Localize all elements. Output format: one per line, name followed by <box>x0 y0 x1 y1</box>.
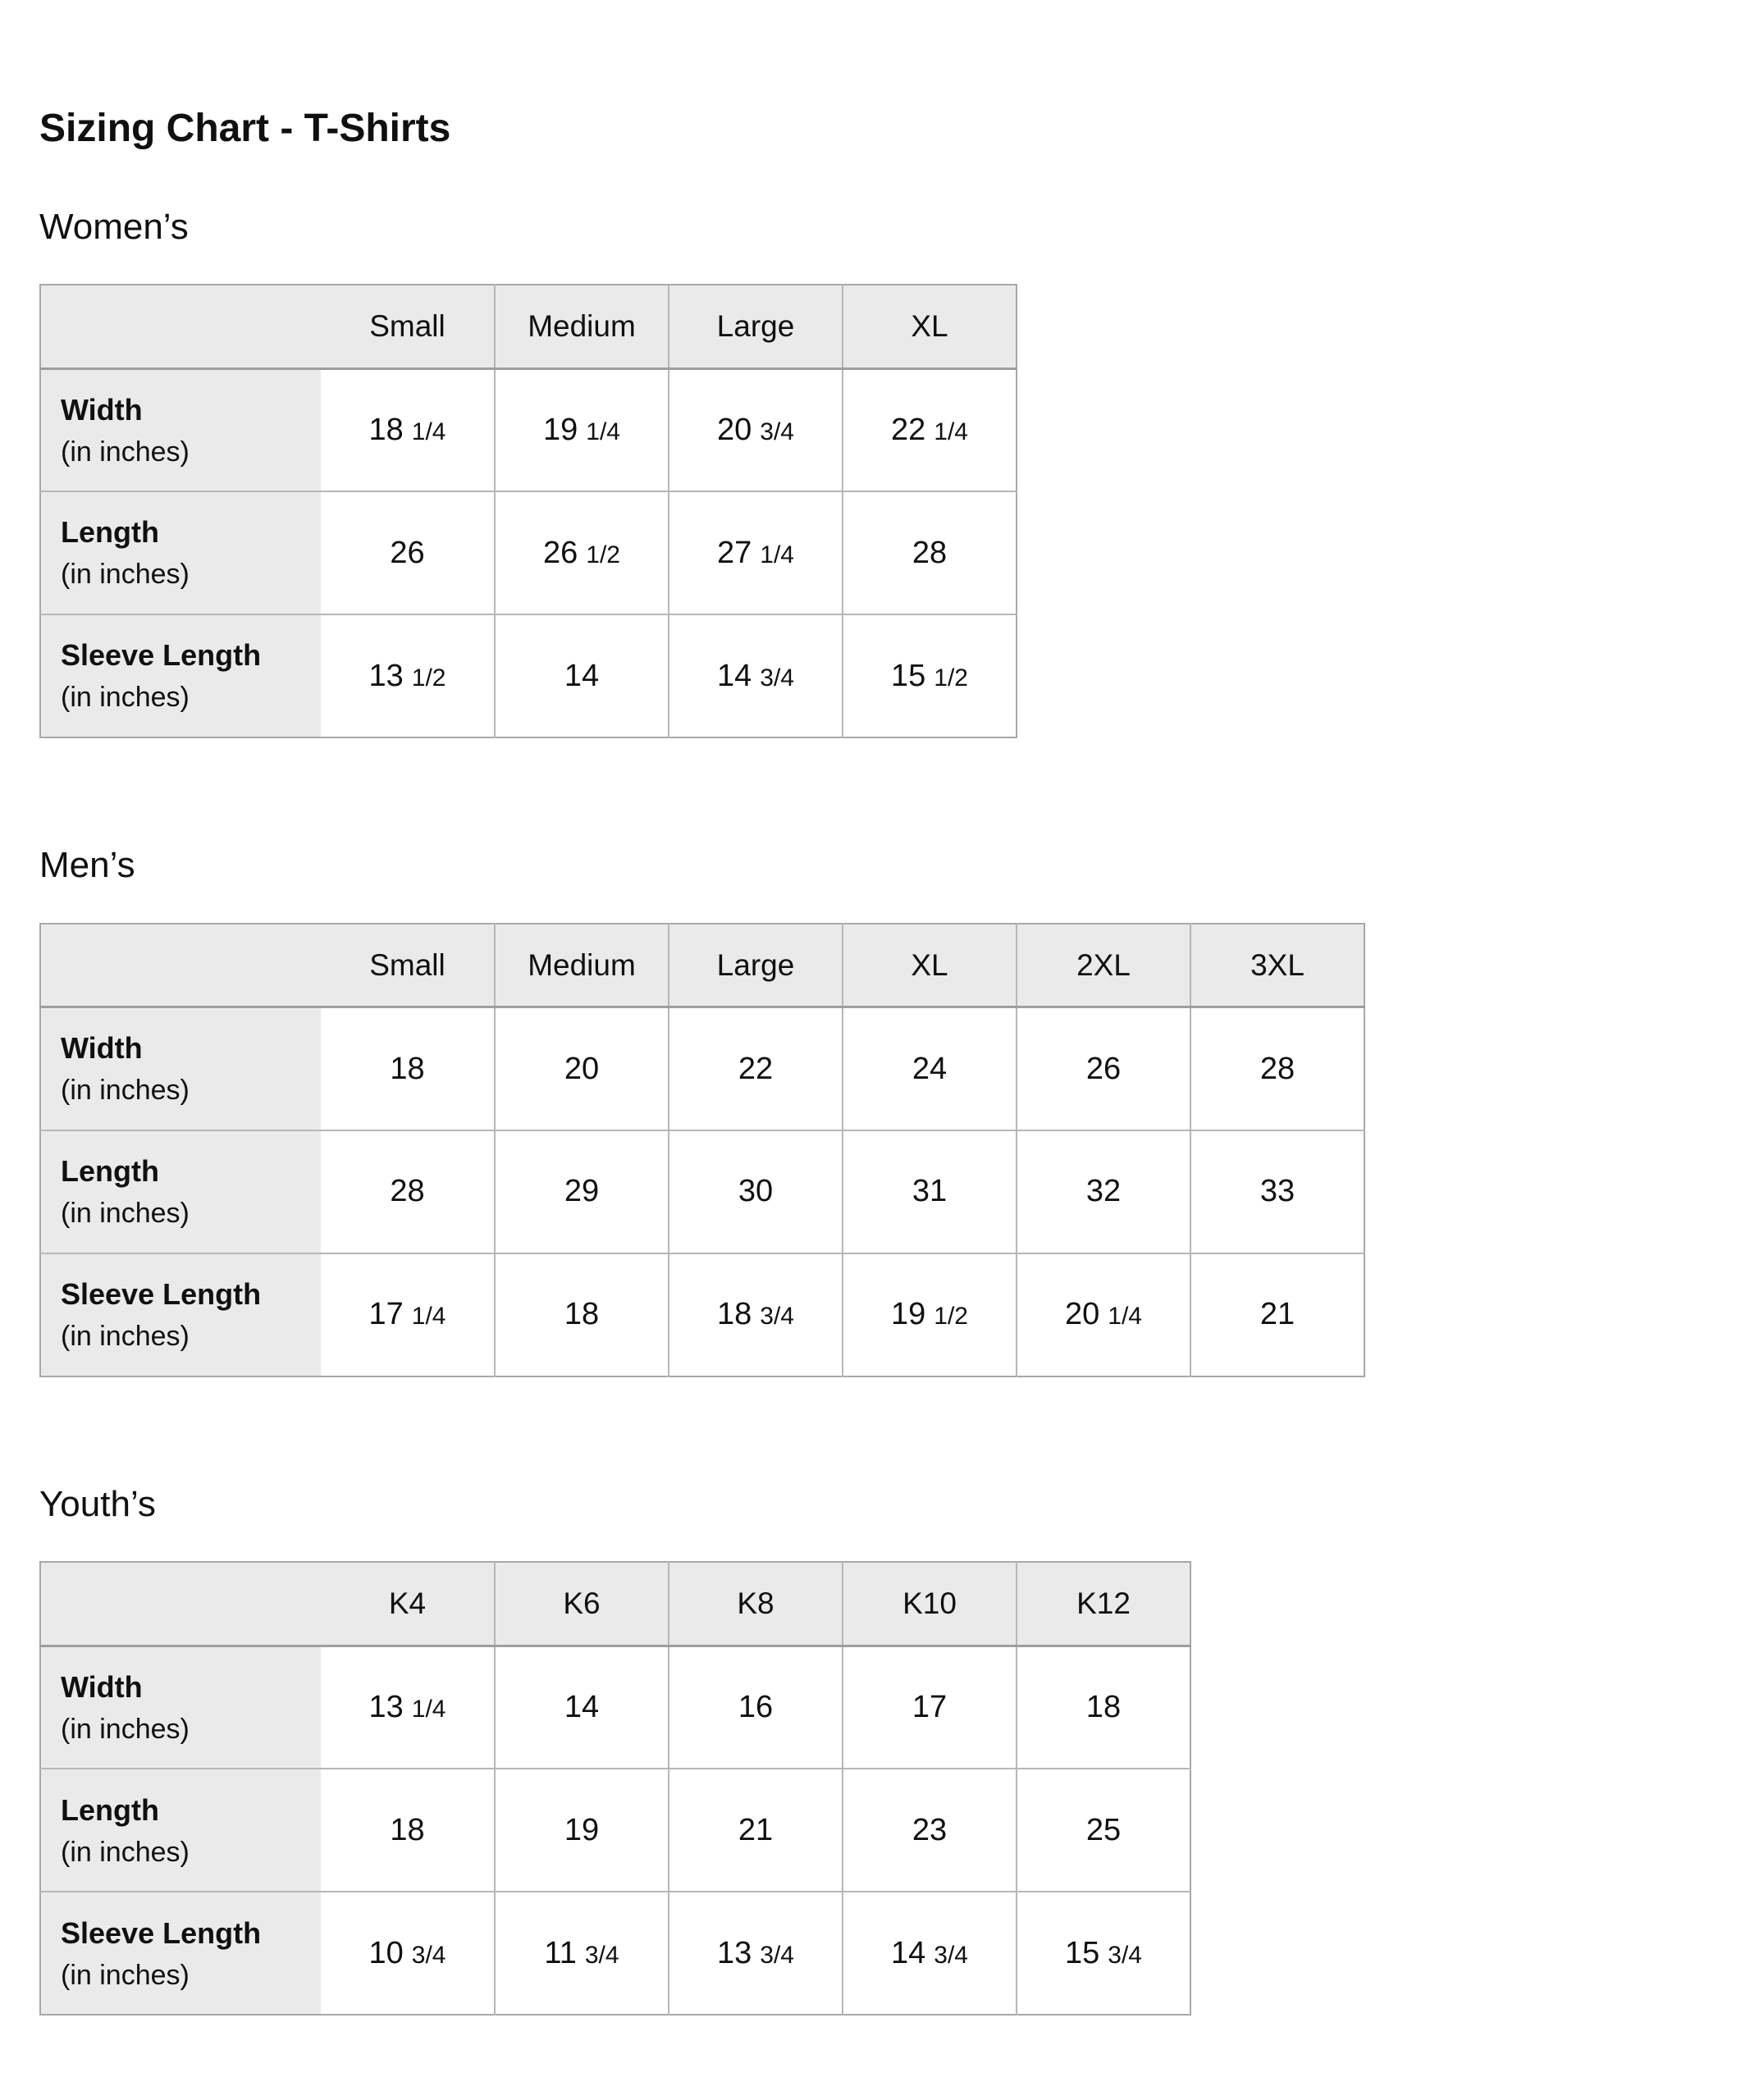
value-fraction: 1/4 <box>586 418 620 445</box>
size-column-header-large: Large <box>669 285 843 368</box>
measurement-value-cell <box>1017 1007 1190 1130</box>
measurement-label: Width <box>61 1669 143 1704</box>
value-integer: 13 <box>368 1690 404 1725</box>
sizing-table-womens <box>39 284 1017 738</box>
measurement-row-label <box>40 1253 321 1376</box>
measurement-value-cell <box>495 368 669 491</box>
measurement-value-cell <box>669 1769 843 1892</box>
value-integer: 18 <box>717 1297 752 1332</box>
sections-container <box>39 207 1711 2016</box>
value-integer: 18 <box>390 1051 425 1086</box>
value-integer: 19 <box>543 412 578 447</box>
sizing-table-head <box>40 285 1017 368</box>
value-fraction: 3/4 <box>1108 1941 1142 1969</box>
measurement-value-cell <box>1017 1646 1190 1769</box>
measurement-value-cell <box>669 1007 843 1130</box>
size-column-header-small: Small <box>321 285 495 368</box>
measurement-value-cell <box>843 368 1017 491</box>
value-fraction: 1/4 <box>411 1303 446 1331</box>
value-integer: 32 <box>1085 1174 1122 1209</box>
size-column-header-medium: Medium <box>495 924 669 1007</box>
measurement-value-cell <box>321 1253 495 1376</box>
value-integer: 26 <box>390 535 425 570</box>
measurement-value-cell <box>669 1253 843 1376</box>
value-integer: 15 <box>891 658 926 693</box>
measurement-value-cell <box>1190 1007 1364 1130</box>
measurement-unit: (in inches) <box>61 1836 190 1868</box>
size-column-header-3xl: 3XL <box>1190 924 1364 1007</box>
measurement-row <box>40 491 1017 614</box>
measurement-label: Length <box>61 515 159 550</box>
measurement-value-cell <box>843 614 1017 737</box>
value-integer: 33 <box>1259 1174 1295 1209</box>
size-column-header-2xl: 2XL <box>1017 924 1190 1007</box>
value-integer: 30 <box>738 1174 774 1209</box>
value-fraction: 1/2 <box>411 664 446 692</box>
size-column-header-k12: K12 <box>1017 1562 1190 1646</box>
measurement-row <box>40 368 1017 491</box>
measurement-value-cell <box>321 1892 495 2015</box>
value-integer: 23 <box>912 1812 948 1847</box>
size-column-header-k10: K10 <box>843 1562 1017 1646</box>
measurement-value-cell <box>1190 1253 1364 1376</box>
measurement-unit: (in inches) <box>61 1959 190 1991</box>
size-column-header-k6: K6 <box>495 1562 669 1646</box>
measurement-value-cell <box>321 1769 495 1892</box>
measurement-value-cell <box>1017 1892 1190 2015</box>
measurement-value-cell <box>843 1253 1017 1376</box>
value-fraction: 3/4 <box>760 664 794 692</box>
value-fraction: 3/4 <box>760 1303 794 1331</box>
corner-cell <box>40 1562 321 1646</box>
measurement-unit: (in inches) <box>61 1075 190 1107</box>
value-integer: 18 <box>368 412 404 447</box>
corner-cell <box>40 924 321 1007</box>
corner-cell <box>40 285 321 368</box>
measurement-value-cell <box>843 1892 1017 2015</box>
value-integer: 11 <box>544 1935 577 1970</box>
value-integer: 24 <box>912 1051 948 1086</box>
value-fraction: 3/4 <box>934 1941 968 1969</box>
value-fraction: 1/4 <box>411 1696 446 1723</box>
measurement-value-cell <box>321 491 495 614</box>
value-integer: 28 <box>1259 1051 1295 1086</box>
measurement-row-label <box>40 1769 321 1892</box>
value-integer: 18 <box>564 1297 600 1332</box>
value-integer: 26 <box>543 535 578 570</box>
value-integer: 18 <box>390 1812 425 1847</box>
measurement-label: Length <box>61 1792 159 1827</box>
measurement-value-cell <box>321 368 495 491</box>
sizing-table-body <box>40 1007 1364 1376</box>
measurement-row-label <box>40 1646 321 1769</box>
size-column-header-k4: K4 <box>321 1562 495 1646</box>
size-column-header-medium: Medium <box>495 285 669 368</box>
measurement-row-label <box>40 1892 321 2015</box>
measurement-value-cell <box>495 1892 669 2015</box>
measurement-label: Length <box>61 1154 159 1189</box>
value-fraction: 3/4 <box>411 1941 446 1969</box>
value-integer: 27 <box>717 535 752 570</box>
value-integer: 14 <box>717 658 752 693</box>
measurement-value-cell <box>495 1007 669 1130</box>
value-integer: 22 <box>891 412 926 447</box>
header-row <box>40 924 1364 1007</box>
measurement-value-cell <box>495 1646 669 1769</box>
measurement-value-cell <box>495 491 669 614</box>
measurement-value-cell <box>321 1646 495 1769</box>
measurement-row <box>40 1769 1190 1892</box>
value-integer: 19 <box>891 1297 926 1332</box>
size-column-header-k8: K8 <box>669 1562 843 1646</box>
measurement-label: Sleeve Length <box>61 1915 262 1950</box>
measurement-value-cell <box>321 1007 495 1130</box>
measurement-value-cell <box>495 1130 669 1253</box>
measurement-value-cell <box>669 1130 843 1253</box>
measurement-label: Sleeve Length <box>61 1277 262 1312</box>
sizing-table-mens <box>39 923 1365 1377</box>
value-integer: 28 <box>912 535 948 570</box>
header-row <box>40 285 1017 368</box>
value-integer: 14 <box>891 1935 926 1970</box>
section-heading-mens: Men’s <box>39 845 135 886</box>
value-integer: 19 <box>564 1812 600 1847</box>
size-column-header-xl: XL <box>843 285 1017 368</box>
value-integer: 17 <box>368 1297 404 1332</box>
value-fraction: 1/2 <box>934 1303 968 1331</box>
value-integer: 13 <box>717 1935 752 1970</box>
value-fraction: 1/4 <box>934 418 968 445</box>
measurement-value-cell <box>669 1646 843 1769</box>
measurement-row-label <box>40 614 321 737</box>
value-integer: 31 <box>912 1174 948 1209</box>
value-integer: 18 <box>1085 1690 1122 1725</box>
measurement-unit: (in inches) <box>61 1198 190 1230</box>
sizing-table-youths <box>39 1561 1191 2016</box>
measurement-unit: (in inches) <box>61 1321 190 1353</box>
sizing-section <box>39 1484 1711 2016</box>
measurement-value-cell <box>321 614 495 737</box>
measurement-value-cell <box>321 1130 495 1253</box>
measurement-value-cell <box>843 1769 1017 1892</box>
measurement-value-cell <box>843 1007 1017 1130</box>
measurement-unit: (in inches) <box>61 682 190 714</box>
value-fraction: 1/2 <box>934 664 968 692</box>
measurement-value-cell <box>495 1253 669 1376</box>
value-integer: 20 <box>564 1051 600 1086</box>
sizing-table-head <box>40 924 1364 1007</box>
size-column-header-xl: XL <box>843 924 1017 1007</box>
page-title: Sizing Chart - T-Shirts <box>39 107 451 150</box>
measurement-row <box>40 614 1017 737</box>
header-row <box>40 1562 1190 1646</box>
sizing-table-body <box>40 1646 1190 2015</box>
value-integer: 17 <box>912 1690 948 1725</box>
measurement-value-cell <box>669 368 843 491</box>
measurement-value-cell <box>1017 1130 1190 1253</box>
measurement-value-cell <box>669 614 843 737</box>
measurement-value-cell <box>1017 1253 1190 1376</box>
measurement-value-cell <box>843 1646 1017 1769</box>
value-integer: 21 <box>738 1812 774 1847</box>
measurement-unit: (in inches) <box>61 436 190 468</box>
value-fraction: 3/4 <box>760 1941 794 1969</box>
value-integer: 25 <box>1085 1812 1122 1847</box>
section-heading-womens: Women’s <box>39 206 189 247</box>
measurement-row <box>40 1130 1364 1253</box>
value-fraction: 1/4 <box>1108 1303 1142 1331</box>
value-integer: 13 <box>368 658 404 693</box>
sizing-section <box>39 207 1711 739</box>
value-integer: 10 <box>368 1935 404 1970</box>
measurement-row <box>40 1892 1190 2015</box>
measurement-unit: (in inches) <box>61 559 190 591</box>
value-integer: 22 <box>738 1051 774 1086</box>
value-integer: 15 <box>1065 1935 1100 1970</box>
sizing-section <box>39 845 1711 1377</box>
value-integer: 20 <box>717 412 752 447</box>
measurement-label: Width <box>61 1031 143 1066</box>
value-fraction: 1/4 <box>760 541 794 568</box>
value-integer: 16 <box>738 1690 774 1725</box>
measurement-value-cell <box>1017 1769 1190 1892</box>
measurement-row-label <box>40 491 321 614</box>
measurement-unit: (in inches) <box>61 1713 190 1745</box>
measurement-row-label <box>40 1007 321 1130</box>
measurement-value-cell <box>669 491 843 614</box>
measurement-row <box>40 1007 1364 1130</box>
value-integer: 14 <box>564 658 600 693</box>
value-fraction: 3/4 <box>584 1941 619 1969</box>
measurement-row <box>40 1253 1364 1376</box>
measurement-row <box>40 1646 1190 1769</box>
measurement-value-cell <box>843 1130 1017 1253</box>
measurement-label: Width <box>61 392 143 427</box>
measurement-value-cell <box>495 614 669 737</box>
value-integer: 21 <box>1259 1297 1295 1332</box>
size-column-header-small: Small <box>321 924 495 1007</box>
size-column-header-large: Large <box>669 924 843 1007</box>
measurement-value-cell <box>669 1892 843 2015</box>
measurement-value-cell <box>843 491 1017 614</box>
value-fraction: 1/4 <box>411 418 446 445</box>
measurement-value-cell <box>495 1769 669 1892</box>
value-integer: 14 <box>564 1690 600 1725</box>
value-fraction: 3/4 <box>760 418 794 445</box>
measurement-value-cell <box>1190 1130 1364 1253</box>
value-fraction: 1/2 <box>586 541 620 568</box>
value-integer: 29 <box>564 1174 600 1209</box>
measurement-label: Sleeve Length <box>61 638 262 673</box>
value-integer: 28 <box>390 1174 425 1209</box>
sizing-table-head <box>40 1562 1190 1646</box>
measurement-row-label <box>40 368 321 491</box>
measurement-row-label <box>40 1130 321 1253</box>
value-integer: 26 <box>1085 1051 1122 1086</box>
value-integer: 20 <box>1065 1297 1100 1332</box>
section-heading-youths: Youth’s <box>39 1483 156 1524</box>
sizing-table-body <box>40 368 1017 737</box>
